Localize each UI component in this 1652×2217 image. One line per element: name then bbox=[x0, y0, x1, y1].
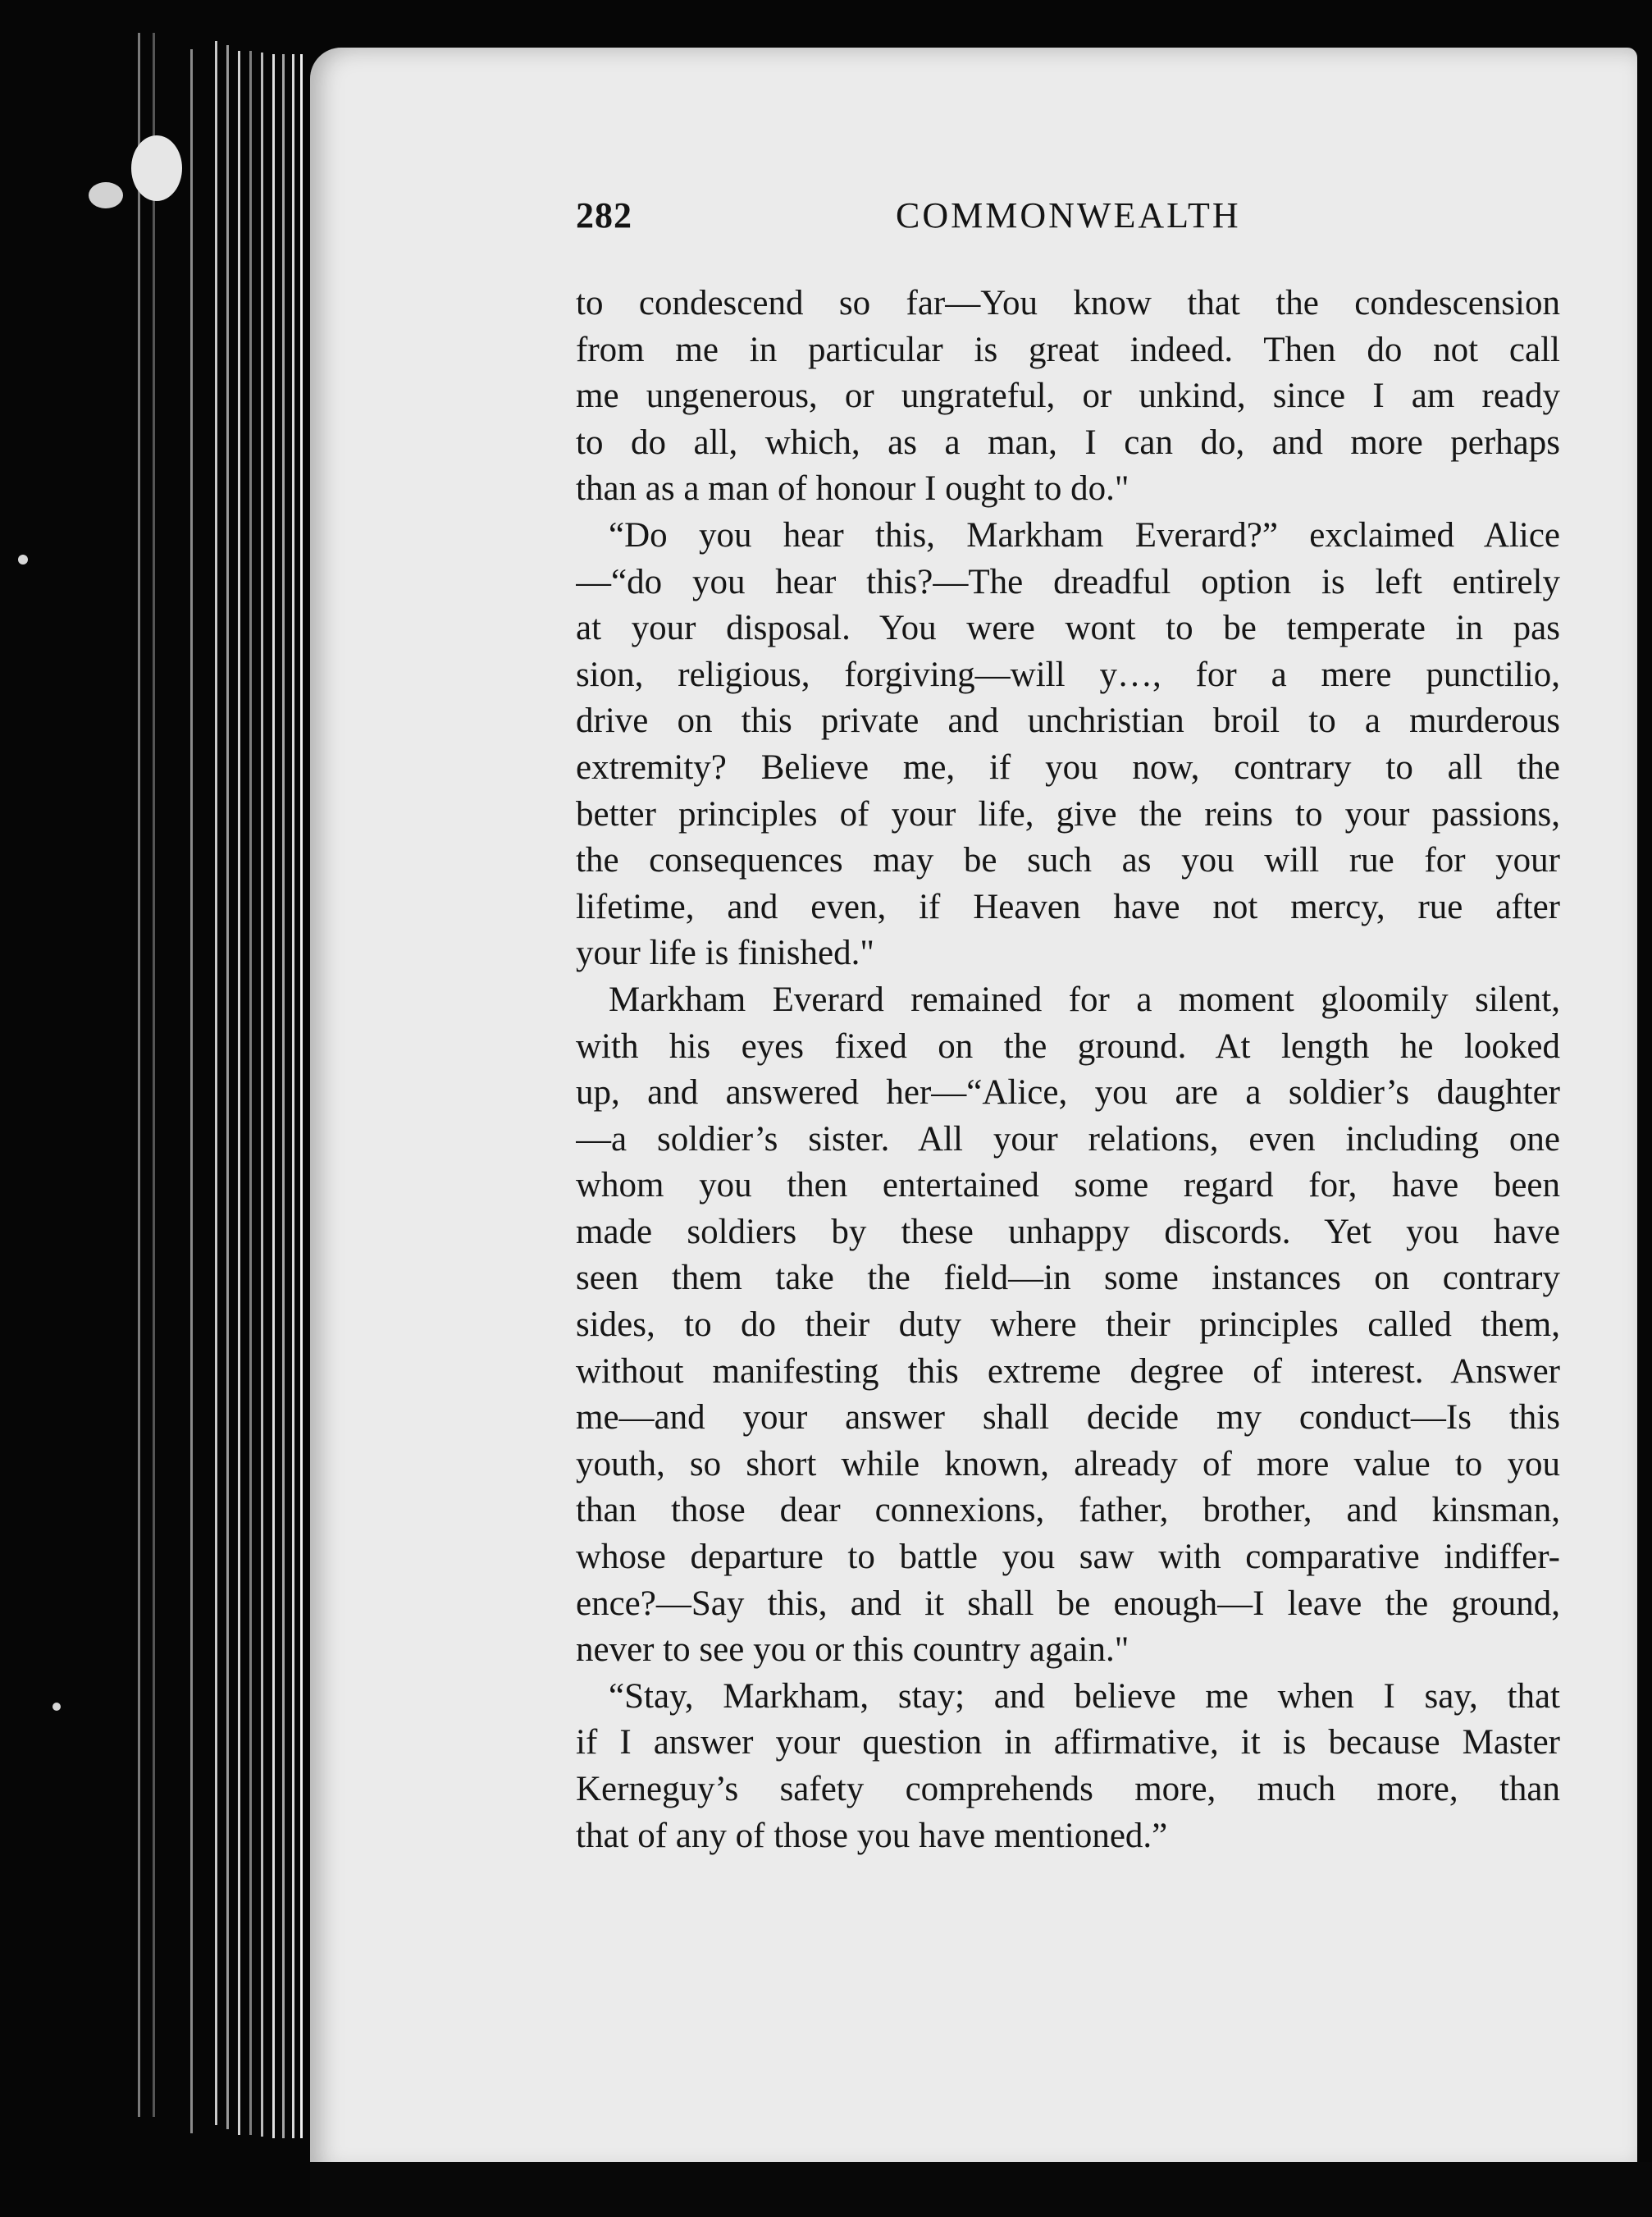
text-line: whom you then entertained some regard for, have been bbox=[576, 1166, 1560, 1205]
page-edge-line bbox=[261, 53, 263, 2137]
page-edge-line bbox=[138, 33, 140, 2117]
text-line: “Do you hear this, Markham Everard?” exclaimed Alice bbox=[609, 515, 1560, 555]
text-line: me ungenerous, or ungrateful, or unkind, since I am ready bbox=[576, 377, 1560, 416]
page-edge-line bbox=[272, 54, 275, 2138]
page-edge-line bbox=[153, 33, 155, 2117]
text-line: than as a man of honour I ought to do." bbox=[576, 469, 1129, 509]
page-edge-line bbox=[226, 45, 229, 2129]
text-line: the consequences may be such as you will rue for your bbox=[576, 841, 1560, 880]
text-line: your life is finished." bbox=[576, 934, 874, 973]
text-line: me—and your answer shall decide my conduct—Is this bbox=[576, 1398, 1560, 1438]
text-line: Kerneguy’s safety comprehends more, much more, than bbox=[576, 1770, 1560, 1808]
text-line: without manifesting this extreme degree of interest. Answer bbox=[576, 1351, 1560, 1391]
page-number: 282 bbox=[576, 195, 632, 235]
text-line: that of any of those you have mentioned.” bbox=[576, 1816, 1168, 1855]
text-line: —“do you hear this?—The dreadful option is left entirely bbox=[576, 562, 1560, 601]
text-line: better principles of your life, give the reins to your passions, bbox=[576, 794, 1560, 834]
text-line: with his eyes fixed on the ground. At length he looked bbox=[576, 1026, 1560, 1066]
text-line: ence?—Say this, and it shall be enough—I leave the ground, bbox=[576, 1584, 1560, 1623]
text-line: made soldiers by these unhappy discords. Yet you have bbox=[576, 1212, 1560, 1251]
dust-speck bbox=[52, 1703, 61, 1711]
page-edge-line bbox=[282, 54, 285, 2138]
text-line: drive on this private and unchristian broil to a murderous bbox=[576, 702, 1560, 741]
text-line: never to see you or this country again." bbox=[576, 1630, 1129, 1670]
running-title: COMMONWEALTH bbox=[896, 195, 1241, 235]
text-line: whose departure to battle you saw with comparative indiffer- bbox=[576, 1538, 1560, 1577]
text-line: sides, to do their duty where their principles called them, bbox=[576, 1305, 1560, 1345]
text-line: lifetime, and even, if Heaven have not mercy, rue after bbox=[576, 887, 1560, 926]
page-bottom-shadow bbox=[310, 2162, 1652, 2217]
text-line: seen them take the field—in some instances on contrary bbox=[576, 1259, 1560, 1298]
text-line: extremity? Believe me, if you now, contrary to all the bbox=[576, 747, 1560, 787]
text-line: if I answer your question in affirmative, it is because Master bbox=[576, 1723, 1560, 1762]
page-edge-line bbox=[249, 51, 252, 2135]
page-edge-line bbox=[215, 41, 217, 2125]
page-edges bbox=[0, 0, 345, 2217]
text-line: from me in particular is great indeed. Then do not call bbox=[576, 330, 1560, 369]
page-edge-line bbox=[300, 54, 303, 2138]
text-line: at your disposal. You were wont to be temperate in pas bbox=[576, 609, 1560, 648]
page-edge-line bbox=[238, 51, 240, 2135]
page-edge-line bbox=[190, 49, 193, 2133]
text-line: than those dear connexions, father, brother, and kinsman, bbox=[576, 1491, 1560, 1530]
text-line: sion, religious, forgiving—will y…, for a mere punctilio, bbox=[576, 655, 1560, 694]
text-line: youth, so short while known, already of more value to you bbox=[576, 1444, 1560, 1483]
text-line: “Stay, Markham, stay; and believe me when I say, that bbox=[609, 1676, 1560, 1716]
dust-speck bbox=[131, 135, 182, 201]
text-line: —a soldier’s sister. All your relations, even including one bbox=[576, 1119, 1560, 1159]
text-line: to condescend so far—You know that the condescension bbox=[576, 284, 1560, 322]
text-line: Markham Everard remained for a moment gloomily silent, bbox=[609, 980, 1560, 1019]
body-text bbox=[576, 281, 1560, 1859]
dust-speck bbox=[89, 182, 123, 208]
text-line: to do all, which, as a man, I can do, and more perhaps bbox=[576, 423, 1560, 462]
running-head bbox=[576, 187, 1270, 245]
page-edge-line bbox=[292, 54, 294, 2138]
dust-speck bbox=[18, 555, 28, 565]
text-line: up, and answered her—“Alice, you are a soldier’s daughter bbox=[576, 1073, 1560, 1113]
